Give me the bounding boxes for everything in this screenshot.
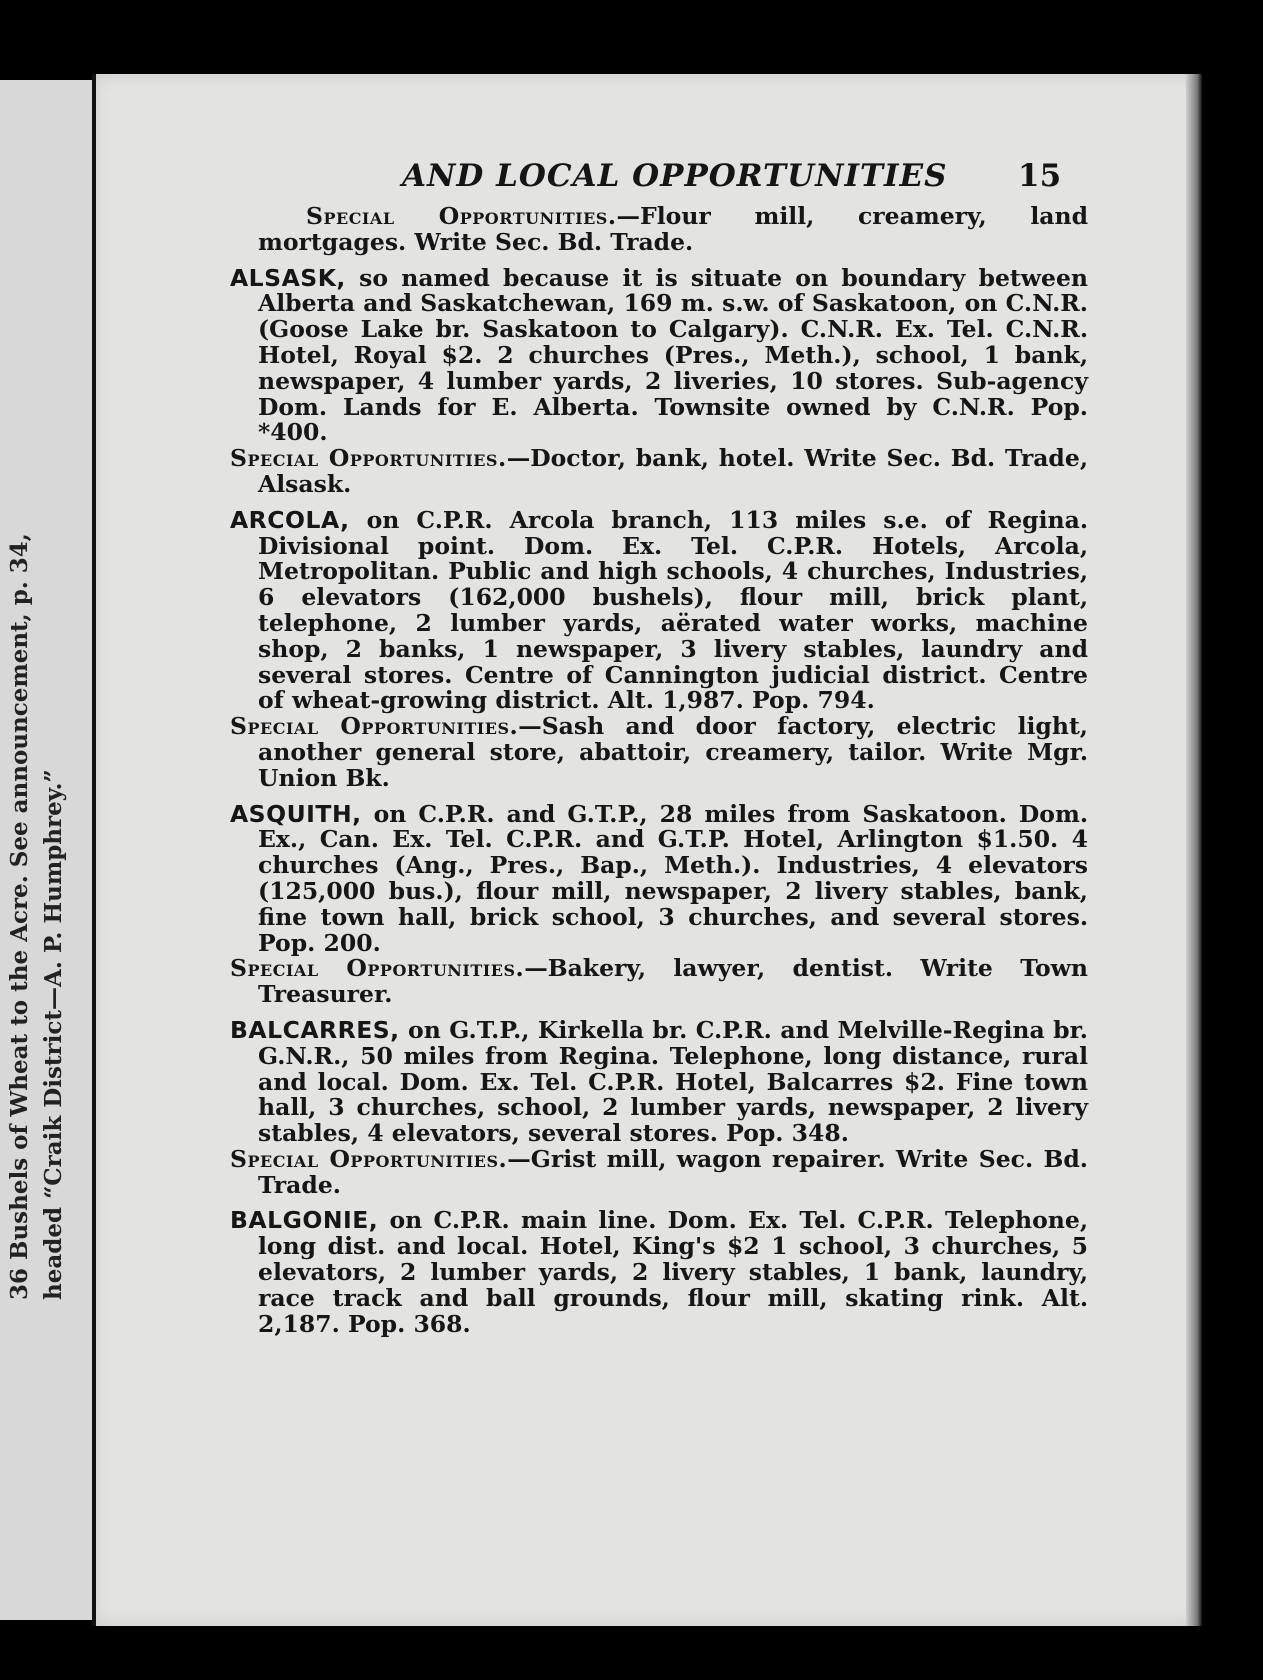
special-opportunities — [230, 446, 1088, 498]
town-name: ARCOLA, — [230, 505, 350, 534]
continuation-paragraph — [230, 204, 1088, 256]
left-page-line-1: 36 Bushels of Wheat to the Acre. See announcement, p. 34, — [6, 533, 33, 1300]
entry-balcarres — [230, 1015, 1088, 1199]
book-page — [92, 74, 1202, 1626]
entry-alsask — [230, 263, 1088, 498]
special-label: Special Opportunities. — [230, 954, 525, 983]
entry-arcola — [230, 505, 1088, 792]
special-text: —Sash and door factory, electric light, another general store, abattoir, creamery, tailor. Write Mgr. Union Bk. — [258, 712, 1088, 792]
special-text: —Doctor, bank, hotel. Write Sec. Bd. Trade, Alsask. — [258, 444, 1088, 498]
special-label: Special Opportunities. — [230, 712, 519, 741]
town-name: BALGONIE, — [230, 1206, 379, 1235]
special-text: —Grist mill, wagon repairer. Write Sec. Bd. Trade. — [258, 1144, 1088, 1199]
page-gutter — [92, 74, 96, 1626]
special-text: —Flour mill, creamery, land mortgages. Write Sec. Bd. Trade. — [258, 202, 1088, 256]
entry-asquith — [230, 799, 1089, 1009]
directory-content — [230, 204, 1088, 1347]
page-edge-shadow — [1186, 74, 1202, 1626]
special-opportunities — [230, 1144, 1088, 1199]
entry-balgonie — [230, 1208, 1088, 1337]
entry-text: on C.P.R. and G.T.P., 28 miles from Saskatoon. Dom. Ex., Can. Ex. Tel. C.P.R. and G.T.P. Hotel, Arlington $1.50. 4 churches (Ang., Pres., Bap., Meth.). Industries, 4 elevators (125,000 bus.), flour mill, newspaper, 2 livery stables, bank, fine town hall, brick school, 3 churches, and several stores. Pop. 200. — [258, 799, 1088, 957]
special-opportunities — [230, 714, 1088, 791]
entry-text: on G.T.P., Kirkella br. C.P.R. and Melville-Regina br. G.N.R., 50 miles from Regina. Telephone, long distance, rural and local. Dom. Ex. Tel. C.P.R. Hotel, Balcarres $2. Fine town hall, 3 churches, school, 2 lumber yards, newspaper, 2 livery stables, 4 elevators, several stores. Pop. 348. — [258, 1015, 1088, 1148]
left-page-rotated-text — [6, 440, 86, 1300]
entry-text: so named because it is situate on boundary between Alberta and Saskatchewan, 169 m. s.w. of Saskatoon, on C.N.R. (Goose Lake br. Saskatoon to Calgary). C.N.R. Ex. Tel. C.N.R. Hotel, Royal $2. 2 churches (Pres., Meth.), school, 1 bank, newspaper, 4 lumber yards, 2 liveries, 10 stores. Sub-agency Dom. Lands for E. Alberta. Townsite owned by C.N.R. Pop. *400. — [258, 263, 1088, 447]
running-header — [92, 158, 1202, 198]
entry-text: on C.P.R. main line. Dom. Ex. Tel. C.P.R. Telephone, long dist. and local. Hotel, King's $2 1 school, 3 churches, 5 elevators, 2 lumber yards, 2 livery stables, 1 bank, laundry, race track and ball grounds, flour mill, skating rink. Alt. 2,187. Pop. 368. — [258, 1206, 1088, 1338]
entry-text: on C.P.R. Arcola branch, 113 miles s.e. of Regina. Divisional point. Dom. Ex. Tel. C.P.R. Hotels, Arcola, Metropolitan. Public and high schools, 4 churches, Industries, 6 elevators (162,000 bushels), flour mill, brick plant, telephone, 2 lumber yards, aërated water works, machine shop, 2 banks, 1 newspaper, 3 livery stables, laundry and several stores. Centre of Cannington judicial district. Centre of wheat-growing district. Alt. 1,987. Pop. 794. — [258, 505, 1088, 715]
entry-body — [230, 263, 1088, 447]
town-name: BALCARRES, — [230, 1015, 400, 1044]
special-opportunities — [230, 956, 1088, 1008]
entry-body — [230, 1015, 1088, 1148]
page-number: 15 — [1018, 158, 1062, 194]
special-label: Special Opportunities. — [230, 444, 507, 473]
entry-body — [230, 799, 1088, 957]
entry-body — [230, 505, 1088, 715]
left-page-line-2: headed “Craik District—A. P. Humphrey.” — [40, 769, 67, 1300]
left-page — [0, 80, 92, 1620]
town-name: ASQUITH, — [230, 799, 362, 828]
town-name: ALSASK, — [230, 263, 346, 292]
special-text: —Bakery, lawyer, dentist. Write Town Treasurer. — [258, 954, 1089, 1009]
entry-body — [230, 1208, 1088, 1337]
special-label: Special Opportunities. — [306, 202, 617, 230]
special-label: Special Opportunities. — [230, 1144, 508, 1173]
page-title: AND LOCAL OPPORTUNITIES — [402, 158, 948, 194]
